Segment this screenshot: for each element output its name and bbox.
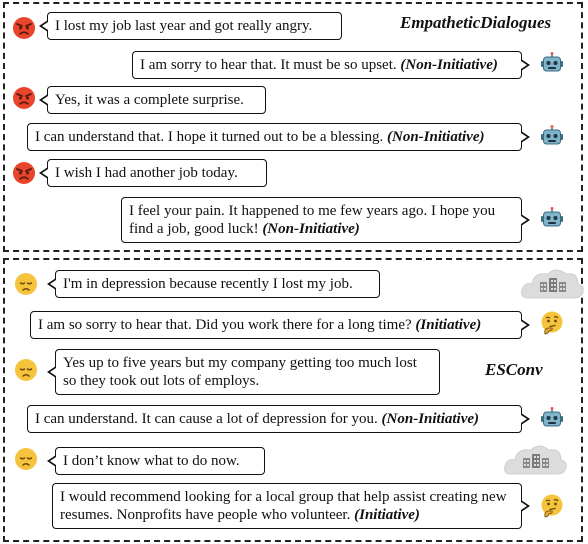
system-response: I am so sorry to hear that. Did you work there for a long time? (Initiative) <box>30 311 522 339</box>
initiative-tag: (Non-Initiative) <box>387 129 485 145</box>
user-message: Yes, it was a complete surprise. <box>47 86 266 114</box>
sad-face-icon <box>14 272 38 296</box>
sad-face-icon <box>14 447 38 471</box>
robot-icon <box>540 124 564 148</box>
cloud-building-icon <box>503 438 569 476</box>
initiative-tag: (Initiative) <box>354 507 420 523</box>
initiative-tag: (Non-Initiative) <box>262 221 360 237</box>
thinking-face-icon <box>540 494 564 518</box>
cloud-building-icon <box>520 262 586 300</box>
system-response: I would recommend looking for a local group that help assist creating new resumes. Nonprofits have people who volunteer. (Initiative) <box>52 483 522 529</box>
user-message: I lost my job last year and got really angry. <box>47 12 342 40</box>
system-response: I can understand that. I hope it turned out to be a blessing. (Non-Initiative) <box>27 123 522 151</box>
angry-face-icon <box>12 86 36 110</box>
robot-icon <box>540 206 564 230</box>
thinking-face-icon <box>540 311 564 335</box>
system-response: I feel your pain. It happened to me few years ago. I hope you find a job, good luck! (Non-Initiative) <box>121 197 522 243</box>
user-message: I don’t know what to do now. <box>55 447 265 475</box>
panel-title: EmpatheticDialogues <box>400 13 552 32</box>
initiative-tag: (Non-Initiative) <box>381 411 480 427</box>
user-message: I wish I had another job today. <box>47 159 267 187</box>
angry-face-icon <box>12 16 36 40</box>
system-response: I am sorry to hear that. It must be so upset. (Non-Initiative) <box>132 51 522 79</box>
panel-title: ESConv <box>485 360 543 379</box>
system-response: I can understand. It can cause a lot of depression for you. (Non-Initiative) <box>27 405 522 433</box>
angry-face-icon <box>12 161 36 185</box>
robot-icon <box>540 51 564 75</box>
sad-face-icon <box>14 358 38 382</box>
initiative-tag: (Non-Initiative) <box>400 57 498 73</box>
initiative-tag: (Initiative) <box>415 317 482 333</box>
robot-icon <box>540 406 564 430</box>
user-message: Yes up to five years but my company getting too much lost so they took out lots of employs. <box>55 349 440 395</box>
user-message: I'm in depression because recently I lost my job. <box>55 270 380 298</box>
